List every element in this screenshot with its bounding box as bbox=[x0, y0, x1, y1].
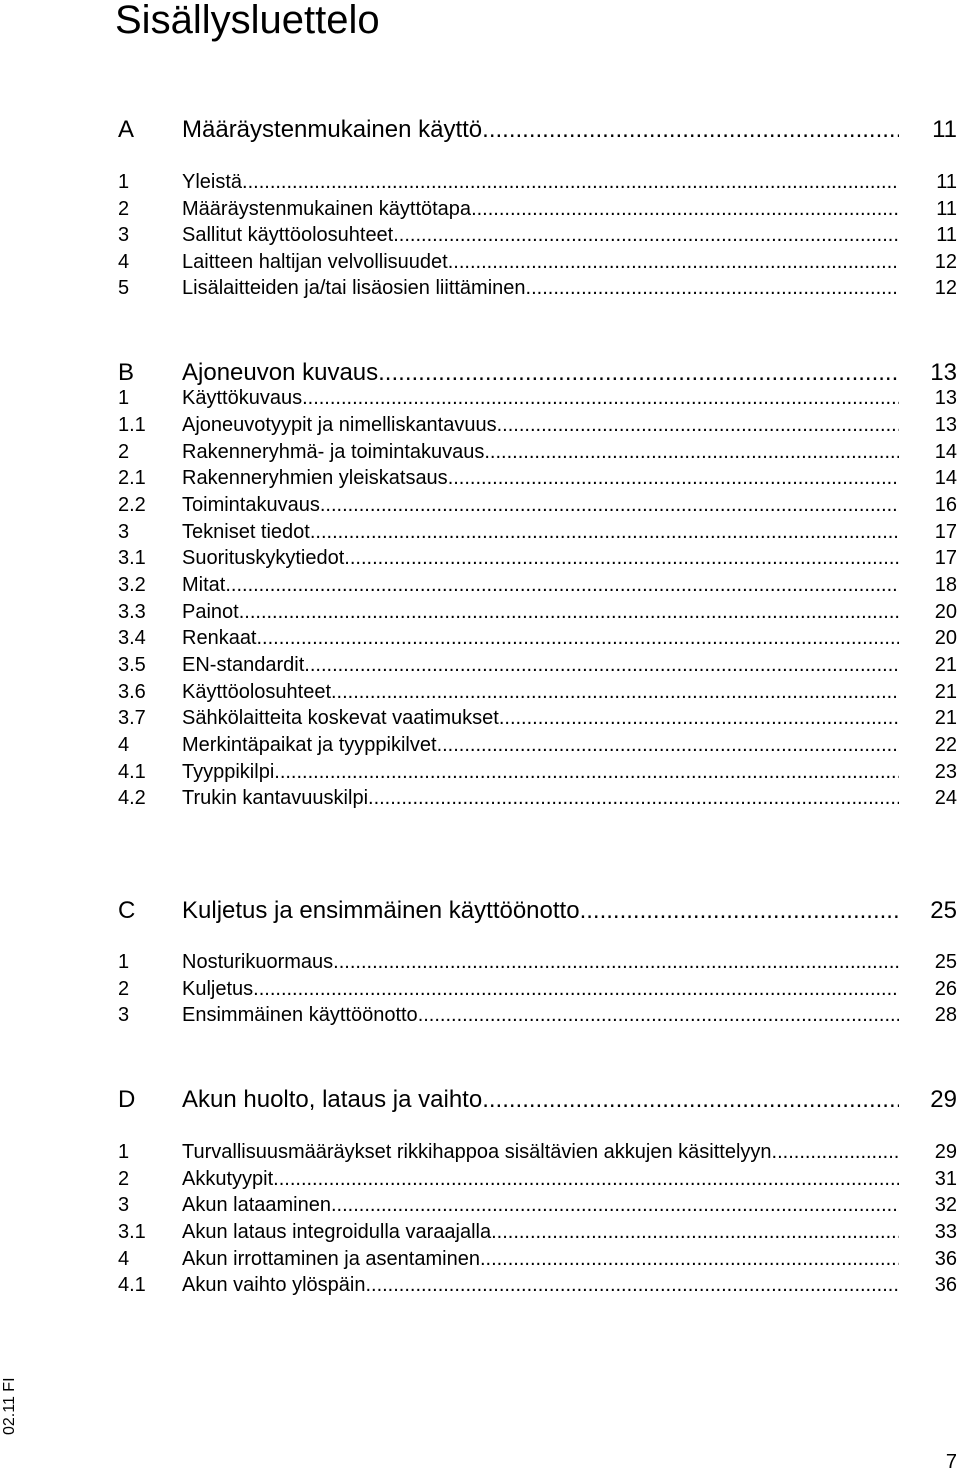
toc-entry-page: 23 bbox=[934, 761, 957, 783]
toc-entry-page: 17 bbox=[934, 547, 957, 569]
toc-entry-title: Akun vaihto ylöspäin ..... bbox=[182, 1272, 899, 1298]
toc-entry-number: 4.1 bbox=[118, 761, 146, 783]
toc-entry[interactable] bbox=[118, 625, 960, 651]
toc-entry[interactable] bbox=[118, 492, 960, 518]
toc-entry-number: 1 bbox=[118, 171, 130, 193]
toc-entry[interactable] bbox=[118, 705, 960, 731]
toc-entry[interactable] bbox=[118, 465, 960, 491]
page-number: 7 bbox=[945, 1451, 957, 1473]
toc-entry-number: 4.2 bbox=[118, 787, 146, 809]
toc-entry[interactable] bbox=[118, 949, 960, 975]
toc-entry-title: Suorituskykytiedot ..... bbox=[182, 545, 899, 571]
toc-section-id: B bbox=[118, 359, 135, 386]
toc-entry-title: Turvallisuusmääräykset rikkihappoa sisältävien akkujen käsittelyyn ..... bbox=[182, 1139, 899, 1165]
toc-entry-title: Tekniset tiedot ..... bbox=[182, 519, 899, 545]
toc-entry-page: 33 bbox=[934, 1221, 957, 1243]
toc-entry-page: 14 bbox=[934, 467, 957, 489]
toc-entry[interactable] bbox=[118, 1002, 960, 1028]
toc-section-title: Ajoneuvon kuvaus ..... bbox=[182, 358, 899, 388]
toc-entry[interactable] bbox=[118, 169, 960, 195]
toc-entry-page: 32 bbox=[934, 1194, 957, 1216]
toc-entry-number: 3.2 bbox=[118, 574, 146, 596]
toc-entry-title: Merkintäpaikat ja tyyppikilvet ..... bbox=[182, 732, 899, 758]
toc-section-title: Akun huolto, lataus ja vaihto ..... bbox=[182, 1085, 899, 1115]
toc-entry-number: 3 bbox=[118, 1194, 130, 1216]
toc-entry[interactable] bbox=[118, 1272, 960, 1298]
toc-entry-title: Lisälaitteiden ja/tai lisäosien liittäminen ..... bbox=[182, 275, 899, 301]
toc-entry-title: Määräystenmukainen käyttötapa ..... bbox=[182, 196, 899, 222]
toc-entry-page: 11 bbox=[936, 171, 957, 193]
toc-entry-title: Rakenneryhmien yleiskatsaus ..... bbox=[182, 465, 899, 491]
toc-entry[interactable] bbox=[118, 545, 960, 571]
toc-entry-number: 3.4 bbox=[118, 627, 146, 649]
toc-entry-page: 13 bbox=[934, 387, 957, 409]
toc-entry-title: Käyttöolosuhteet ..... bbox=[182, 679, 899, 705]
toc-entry-page: 21 bbox=[934, 681, 957, 703]
toc-entry-title: EN-standardit ..... bbox=[182, 652, 899, 678]
toc-entry-number: 3.1 bbox=[118, 547, 146, 569]
toc-entry-number: 3 bbox=[118, 1004, 130, 1026]
toc-entry[interactable] bbox=[118, 976, 960, 1002]
toc-entry[interactable] bbox=[118, 1139, 960, 1165]
toc-entry-title: Yleistä ..... bbox=[182, 169, 899, 195]
toc-section-b[interactable] bbox=[118, 360, 960, 386]
toc-entry-title: Akun irrottaminen ja asentaminen ..... bbox=[182, 1246, 899, 1272]
toc-entry-title: Laitteen haltijan velvollisuudet ..... bbox=[182, 249, 899, 275]
toc-entry[interactable] bbox=[118, 1246, 960, 1272]
toc-entry[interactable] bbox=[118, 196, 960, 222]
toc-entry-title: Tyyppikilpi ..... bbox=[182, 759, 899, 785]
toc-entry-page: 31 bbox=[934, 1168, 957, 1190]
toc-entry[interactable] bbox=[118, 572, 960, 598]
toc-section-title: Määräystenmukainen käyttö ..... bbox=[182, 115, 899, 145]
toc-entry-page: 17 bbox=[934, 521, 957, 543]
toc-entry-page: 13 bbox=[934, 414, 957, 436]
toc-entry-title: Trukin kantavuuskilpi ..... bbox=[182, 785, 899, 811]
toc-entry[interactable] bbox=[118, 652, 960, 678]
toc-entry-title: Sallitut käyttöolosuhteet ..... bbox=[182, 222, 899, 248]
toc-entry-page: 12 bbox=[934, 277, 957, 299]
toc-section-title: Kuljetus ja ensimmäinen käyttöönotto ..... bbox=[182, 896, 899, 926]
toc-entry-page: 18 bbox=[934, 574, 957, 596]
toc-entry-number: 1.1 bbox=[118, 414, 146, 436]
toc-entry-page: 21 bbox=[934, 654, 957, 676]
toc-entry-page: 26 bbox=[934, 978, 957, 1000]
toc-entry-number: 3.1 bbox=[118, 1221, 146, 1243]
toc-entry-number: 1 bbox=[118, 387, 130, 409]
toc-entry-title: Akun lataaminen ..... bbox=[182, 1192, 899, 1218]
toc-entry-number: 2.2 bbox=[118, 494, 146, 516]
toc-section-id: C bbox=[118, 897, 136, 924]
toc-entry-number: 4 bbox=[118, 1248, 130, 1270]
toc-entry-number: 3.7 bbox=[118, 707, 146, 729]
toc-entry-number: 2 bbox=[118, 1168, 130, 1190]
toc-entry-number: 3.6 bbox=[118, 681, 146, 703]
toc-entry-number: 4 bbox=[118, 251, 130, 273]
toc-entry-title: Nosturikuormaus ..... bbox=[182, 949, 899, 975]
toc-entry-page: 20 bbox=[934, 601, 957, 623]
toc-entry-number: 1 bbox=[118, 1141, 130, 1163]
toc-section-page: 13 bbox=[930, 359, 957, 386]
toc-entry-number: 3 bbox=[118, 224, 130, 246]
toc-entry[interactable] bbox=[118, 679, 960, 705]
toc-entry-title: Mitat ..... bbox=[182, 572, 899, 598]
toc-entry[interactable] bbox=[118, 275, 960, 301]
toc-section-c[interactable] bbox=[118, 898, 960, 924]
toc-section-a[interactable] bbox=[118, 117, 960, 143]
toc-entry[interactable] bbox=[118, 1192, 960, 1218]
toc-entry-title: Ajoneuvotyypit ja nimelliskantavuus ..... bbox=[182, 412, 899, 438]
toc-entry-page: 28 bbox=[934, 1004, 957, 1026]
page-title: Sisällysluettelo bbox=[115, 0, 380, 42]
toc-entry-title: Ensimmäinen käyttöönotto ..... bbox=[182, 1002, 899, 1028]
toc-entry[interactable] bbox=[118, 759, 960, 785]
toc-section-id: D bbox=[118, 1086, 136, 1113]
toc-entry-title: Renkaat ..... bbox=[182, 625, 899, 651]
toc-entry-title: Akun lataus integroidulla varaajalla ..... bbox=[182, 1219, 899, 1245]
toc-entry-page: 11 bbox=[936, 198, 957, 220]
toc-entry[interactable] bbox=[118, 222, 960, 248]
toc-entry-page: 22 bbox=[934, 734, 957, 756]
toc-entry-page: 20 bbox=[934, 627, 957, 649]
toc-entry-title: Käyttökuvaus ..... bbox=[182, 385, 899, 411]
toc-entry-page: 25 bbox=[934, 951, 957, 973]
toc-entry[interactable] bbox=[118, 785, 960, 811]
toc-entry-title: Rakenneryhmä- ja toimintakuvaus ..... bbox=[182, 439, 899, 465]
toc-entry-number: 2 bbox=[118, 978, 130, 1000]
toc-entry-page: 21 bbox=[934, 707, 957, 729]
toc-entry[interactable] bbox=[118, 519, 960, 545]
toc-entry[interactable] bbox=[118, 439, 960, 465]
toc-entry-number: 1 bbox=[118, 951, 130, 973]
toc-entry-page: 12 bbox=[934, 251, 957, 273]
toc-entry[interactable] bbox=[118, 385, 960, 411]
toc-entry-number: 5 bbox=[118, 277, 130, 299]
toc-section-page: 29 bbox=[930, 1086, 957, 1113]
toc-entry-number: 2 bbox=[118, 441, 130, 463]
toc-entry-number: 2.1 bbox=[118, 467, 146, 489]
toc-entry-page: 36 bbox=[934, 1248, 957, 1270]
toc-entry-title: Sähkölaitteita koskevat vaatimukset ..... bbox=[182, 705, 899, 731]
toc-entry-title: Painot ..... bbox=[182, 599, 899, 625]
toc-entry-number: 2 bbox=[118, 198, 130, 220]
toc-entry[interactable] bbox=[118, 1166, 960, 1192]
toc-entry-page: 14 bbox=[934, 441, 957, 463]
toc-entry[interactable] bbox=[118, 599, 960, 625]
toc-entry-title: Toimintakuvaus ..... bbox=[182, 492, 899, 518]
toc-entry[interactable] bbox=[118, 412, 960, 438]
toc-entry-number: 3.5 bbox=[118, 654, 146, 676]
toc-entry-page: 16 bbox=[934, 494, 957, 516]
toc-section-page: 11 bbox=[932, 116, 957, 143]
toc-entry-page: 24 bbox=[934, 787, 957, 809]
toc-entry-title: Kuljetus ..... bbox=[182, 976, 899, 1002]
toc-entry-number: 4 bbox=[118, 734, 130, 756]
toc-entry[interactable] bbox=[118, 1219, 960, 1245]
toc-entry-title: Akkutyypit ..... bbox=[182, 1166, 899, 1192]
toc-entry-page: 36 bbox=[934, 1274, 957, 1296]
toc-entry-number: 3 bbox=[118, 521, 130, 543]
toc-entry[interactable] bbox=[118, 249, 960, 275]
toc-entry-page: 29 bbox=[934, 1141, 957, 1163]
toc-entry-number: 3.3 bbox=[118, 601, 146, 623]
toc-section-page: 25 bbox=[930, 897, 957, 924]
toc-section-d[interactable] bbox=[118, 1087, 960, 1113]
toc-entry-number: 4.1 bbox=[118, 1274, 146, 1296]
document-code: 02.11 FI bbox=[1, 1377, 18, 1435]
toc-entry-page: 11 bbox=[936, 224, 957, 246]
toc-entry[interactable] bbox=[118, 732, 960, 758]
toc-section-id: A bbox=[118, 116, 135, 143]
